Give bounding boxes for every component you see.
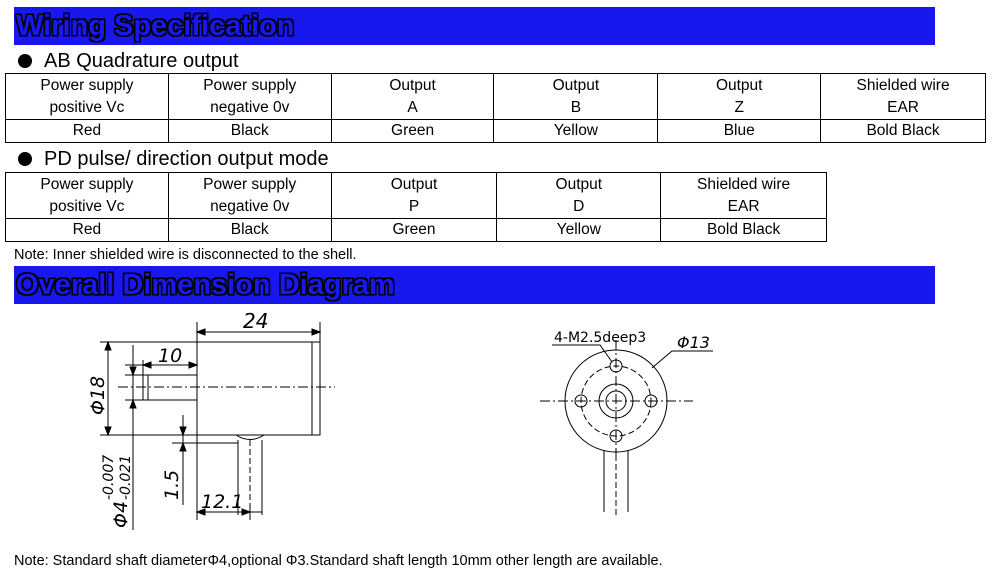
ab-wiring-table	[5, 73, 986, 143]
wire-color-cell: Green	[331, 120, 494, 143]
header-cell: Output A	[331, 74, 494, 120]
wire-color-cell: Bold Black	[661, 219, 827, 242]
shaft-note: Note: Standard shaft diameterΦ4,optional Φ3.Standard shaft length 10mm other length are available.	[14, 553, 663, 569]
dim-label-d4-tol-upper: -0.007	[101, 454, 117, 500]
bullet-icon	[18, 54, 32, 68]
wiring-spec-title: Wiring Specification	[16, 10, 295, 42]
wiring-spec-banner	[14, 7, 935, 45]
header-cell: Power supply positive Vc	[6, 173, 169, 219]
header-cell: Power supply negative 0v	[168, 173, 331, 219]
table-row	[6, 219, 827, 242]
hole-callout-leader	[552, 345, 612, 362]
cable-strain-relief	[236, 435, 264, 440]
wire-color-cell: Black	[168, 219, 331, 242]
hole-callout-label: 4-M2.5deep3	[554, 330, 647, 346]
dim-label-12-1: 12.1	[201, 491, 244, 513]
header-cell: Output P	[331, 173, 497, 219]
shaft-side	[143, 375, 197, 400]
wire-color-cell: Blue	[658, 120, 821, 143]
wire-color-cell: Green	[331, 219, 497, 242]
header-cell: Output D	[497, 173, 661, 219]
ab-section-heading	[18, 50, 239, 72]
dim-label-10: 10	[158, 345, 183, 367]
dim-label-24: 24	[243, 309, 269, 333]
header-cell: Shielded wire EAR	[821, 74, 986, 120]
diameter-callout-label: Φ13	[677, 333, 710, 352]
table-row	[6, 120, 986, 143]
dimension-title: Overall Dimension Diagram	[16, 269, 395, 301]
wire-color-cell: Red	[6, 219, 169, 242]
dim-label-1-5: 1.5	[161, 469, 183, 500]
bullet-icon	[18, 152, 32, 166]
encoder-body-side	[197, 342, 320, 435]
header-cell: Output Z	[658, 74, 821, 120]
wire-color-cell: Black	[168, 120, 331, 143]
wire-color-cell: Yellow	[497, 219, 661, 242]
table-header-row	[6, 173, 827, 219]
pd-section-heading	[18, 148, 329, 170]
table-header-row	[6, 74, 986, 120]
dim-label-d4: Φ4	[110, 500, 132, 528]
header-cell: Output B	[494, 74, 658, 120]
dimension-banner	[14, 266, 935, 304]
pd-section-title: PD pulse/ direction output mode	[44, 148, 329, 170]
wire-color-cell: Yellow	[494, 120, 658, 143]
shield-note: Note: Inner shielded wire is disconnected to the shell.	[14, 247, 357, 263]
pd-wiring-table	[5, 172, 827, 242]
header-cell: Power supply negative 0v	[168, 74, 331, 120]
ab-section-title: AB Quadrature output	[44, 50, 239, 72]
header-cell: Shielded wire EAR	[661, 173, 827, 219]
wire-color-cell: Bold Black	[821, 120, 986, 143]
diameter-callout-leader	[652, 351, 713, 368]
dim-label-d4-tol-lower: -0.021	[118, 454, 134, 500]
dimension-diagram	[0, 300, 1000, 540]
wire-color-cell: Red	[6, 120, 169, 143]
dim-label-d18: Φ18	[87, 375, 109, 415]
header-cell: Power supply positive Vc	[6, 74, 169, 120]
